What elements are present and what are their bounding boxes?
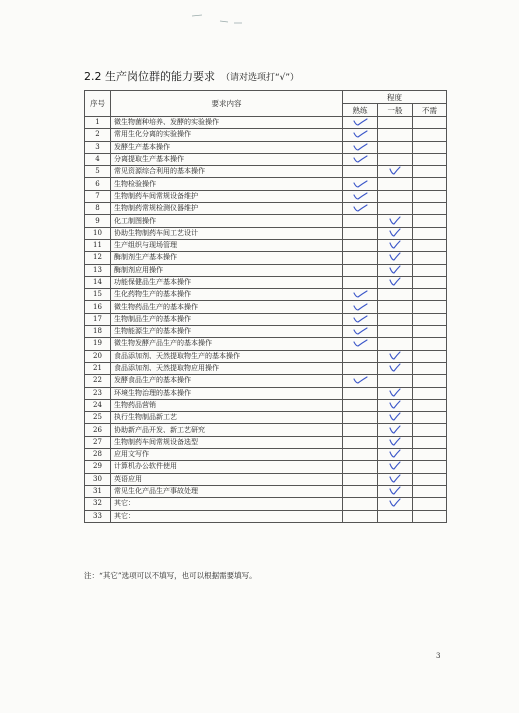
checkmark-icon xyxy=(352,203,368,212)
checkmark-icon xyxy=(352,142,368,151)
check-cell[interactable] xyxy=(413,461,447,473)
check-cell[interactable] xyxy=(343,239,378,251)
check-cell[interactable] xyxy=(378,473,413,485)
scan-smudge xyxy=(190,12,250,26)
table-row xyxy=(85,350,447,362)
check-cell[interactable] xyxy=(343,301,378,313)
check-cell[interactable] xyxy=(343,350,378,362)
row-number: 33 xyxy=(85,510,111,522)
row-content: 常见资源综合利用的基本操作 xyxy=(111,166,343,178)
check-cell[interactable] xyxy=(413,215,447,227)
check-cell[interactable] xyxy=(378,436,413,448)
footnote: 注：“其它”选项可以不填写，也可以根据需要填写。 xyxy=(84,571,257,580)
table-row xyxy=(85,252,447,264)
page-title xyxy=(84,68,299,84)
checkmark-icon xyxy=(352,191,368,200)
table-row xyxy=(85,424,447,436)
row-number: 3 xyxy=(85,141,111,153)
check-cell[interactable] xyxy=(378,252,413,264)
row-content: 化工制图操作 xyxy=(111,215,343,227)
table-row xyxy=(85,412,447,424)
check-cell[interactable] xyxy=(343,436,378,448)
header-level-proficient: 熟练 xyxy=(343,104,378,117)
row-content: 生物制药常规检测仪器维护 xyxy=(111,203,343,215)
table-row xyxy=(85,153,447,165)
check-cell[interactable] xyxy=(413,129,447,141)
checkmark-icon xyxy=(387,498,403,507)
check-cell[interactable] xyxy=(378,485,413,497)
table-body xyxy=(85,117,447,523)
header-level-unneeded: 不需 xyxy=(413,104,447,117)
row-content: 执行生物制品新工艺 xyxy=(111,412,343,424)
check-cell[interactable] xyxy=(413,338,447,350)
check-cell[interactable] xyxy=(413,326,447,338)
checkmark-icon xyxy=(387,400,403,409)
checkmark-icon xyxy=(387,166,403,175)
check-cell[interactable] xyxy=(378,239,413,251)
check-cell[interactable] xyxy=(343,424,378,436)
table-row xyxy=(85,203,447,215)
checkmark-icon xyxy=(352,338,368,347)
checkmark-icon xyxy=(387,449,403,458)
row-content: 生物制药车间常规设备选型 xyxy=(111,436,343,448)
row-number: 23 xyxy=(85,387,111,399)
checkmark-icon xyxy=(387,252,403,261)
check-cell[interactable] xyxy=(413,350,447,362)
check-cell[interactable] xyxy=(343,485,378,497)
check-cell[interactable] xyxy=(413,141,447,153)
table-row xyxy=(85,301,447,313)
check-cell[interactable] xyxy=(378,215,413,227)
row-content: 生产组织与现场管理 xyxy=(111,239,343,251)
checkmark-icon xyxy=(352,117,368,126)
table-row xyxy=(85,338,447,350)
table-row xyxy=(85,399,447,411)
check-cell[interactable] xyxy=(343,387,378,399)
check-cell[interactable] xyxy=(413,264,447,276)
check-cell[interactable] xyxy=(413,239,447,251)
check-cell[interactable] xyxy=(378,301,413,313)
check-cell[interactable] xyxy=(343,276,378,288)
row-number: 31 xyxy=(85,485,111,497)
check-cell[interactable] xyxy=(343,166,378,178)
checkmark-icon xyxy=(387,265,403,274)
row-number: 21 xyxy=(85,362,111,374)
checkmark-icon xyxy=(387,486,403,495)
table-row xyxy=(85,362,447,374)
check-cell[interactable] xyxy=(413,436,447,448)
row-content: 计算机办公软件使用 xyxy=(111,461,343,473)
table-row xyxy=(85,190,447,202)
checkmark-icon xyxy=(387,277,403,286)
checkmark-icon xyxy=(352,375,368,384)
check-cell[interactable] xyxy=(378,510,413,522)
check-cell[interactable] xyxy=(378,276,413,288)
check-cell[interactable] xyxy=(378,117,413,129)
row-number: 30 xyxy=(85,473,111,485)
check-cell[interactable] xyxy=(413,485,447,497)
row-content: 食品添加剂、天然提取物生产的基本操作 xyxy=(111,350,343,362)
row-content: 协助新产品开发、新工艺研究 xyxy=(111,424,343,436)
check-cell[interactable] xyxy=(378,326,413,338)
checkmark-icon xyxy=(387,425,403,434)
check-cell[interactable] xyxy=(378,203,413,215)
table-row xyxy=(85,449,447,461)
check-cell[interactable] xyxy=(413,362,447,374)
check-cell[interactable] xyxy=(343,461,378,473)
check-cell[interactable] xyxy=(378,350,413,362)
check-cell[interactable] xyxy=(343,203,378,215)
row-content: 微生物发酵产品生产的基本操作 xyxy=(111,338,343,350)
check-cell[interactable] xyxy=(343,215,378,227)
table-row xyxy=(85,326,447,338)
check-cell[interactable] xyxy=(413,387,447,399)
check-cell[interactable] xyxy=(378,178,413,190)
check-cell[interactable] xyxy=(343,178,378,190)
checkmark-icon xyxy=(352,154,368,163)
check-cell[interactable] xyxy=(413,313,447,325)
checkmark-icon xyxy=(387,474,403,483)
check-cell[interactable] xyxy=(378,449,413,461)
row-content: 微生物药品生产的基本操作 xyxy=(111,301,343,313)
section-title: 2.2 生产岗位群的能力要求 xyxy=(84,70,215,83)
table-row xyxy=(85,473,447,485)
check-cell[interactable] xyxy=(343,362,378,374)
check-cell[interactable] xyxy=(413,203,447,215)
check-cell[interactable] xyxy=(378,313,413,325)
checkmark-icon xyxy=(387,437,403,446)
check-cell[interactable] xyxy=(343,375,378,387)
check-cell[interactable] xyxy=(413,153,447,165)
check-cell[interactable] xyxy=(343,129,378,141)
row-number: 15 xyxy=(85,289,111,301)
check-cell[interactable] xyxy=(343,313,378,325)
check-cell[interactable] xyxy=(378,190,413,202)
checkmark-icon xyxy=(387,240,403,249)
row-number: 18 xyxy=(85,326,111,338)
check-cell[interactable] xyxy=(343,141,378,153)
check-cell[interactable] xyxy=(378,166,413,178)
row-content: 生物检验操作 xyxy=(111,178,343,190)
table-row xyxy=(85,264,447,276)
check-cell[interactable] xyxy=(413,289,447,301)
table-row xyxy=(85,227,447,239)
row-content: 生物药品营销 xyxy=(111,399,343,411)
check-cell[interactable] xyxy=(378,289,413,301)
check-cell[interactable] xyxy=(343,510,378,522)
check-cell[interactable] xyxy=(343,473,378,485)
check-cell[interactable] xyxy=(378,387,413,399)
row-content: 食品添加剂、天然提取物应用操作 xyxy=(111,362,343,374)
table-row xyxy=(85,239,447,251)
table-row xyxy=(85,485,447,497)
table-row xyxy=(85,129,447,141)
row-number: 25 xyxy=(85,412,111,424)
row-content: 生物制药车间常规设备维护 xyxy=(111,190,343,202)
check-cell[interactable] xyxy=(413,412,447,424)
row-number: 4 xyxy=(85,153,111,165)
row-number: 14 xyxy=(85,276,111,288)
checkmark-icon xyxy=(387,363,403,372)
check-cell[interactable] xyxy=(343,153,378,165)
check-cell[interactable] xyxy=(378,129,413,141)
check-cell[interactable] xyxy=(413,227,447,239)
check-cell[interactable] xyxy=(413,498,447,510)
row-number: 1 xyxy=(85,117,111,129)
check-cell[interactable] xyxy=(343,190,378,202)
header-content: 要求内容 xyxy=(111,91,343,117)
check-cell[interactable] xyxy=(378,362,413,374)
checkmark-icon xyxy=(387,216,403,225)
row-number: 32 xyxy=(85,498,111,510)
check-cell[interactable] xyxy=(413,252,447,264)
check-cell[interactable] xyxy=(343,399,378,411)
table-row xyxy=(85,436,447,448)
row-number: 2 xyxy=(85,129,111,141)
checkmark-icon xyxy=(352,179,368,188)
title-instruction: （请对选项打“√”） xyxy=(221,73,300,83)
row-content: 常见生化产品生产事故处理 xyxy=(111,485,343,497)
check-cell[interactable] xyxy=(413,449,447,461)
checkmark-icon xyxy=(387,388,403,397)
row-number: 27 xyxy=(85,436,111,448)
row-content: 发酵食品生产的基本操作 xyxy=(111,375,343,387)
checkmark-icon xyxy=(387,461,403,470)
check-cell[interactable] xyxy=(343,498,378,510)
check-cell[interactable] xyxy=(413,510,447,522)
checkmark-icon xyxy=(387,351,403,360)
row-number: 20 xyxy=(85,350,111,362)
check-cell[interactable] xyxy=(378,264,413,276)
check-cell[interactable] xyxy=(378,461,413,473)
check-cell[interactable] xyxy=(413,190,447,202)
check-cell[interactable] xyxy=(413,375,447,387)
checkmark-icon xyxy=(387,412,403,421)
row-number: 13 xyxy=(85,264,111,276)
table-row xyxy=(85,141,447,153)
table-row xyxy=(85,215,447,227)
row-number: 26 xyxy=(85,424,111,436)
table-row xyxy=(85,498,447,510)
check-cell[interactable] xyxy=(343,412,378,424)
row-number: 9 xyxy=(85,215,111,227)
table-row xyxy=(85,387,447,399)
check-cell[interactable] xyxy=(413,166,447,178)
check-cell[interactable] xyxy=(378,153,413,165)
check-cell[interactable] xyxy=(378,399,413,411)
check-cell[interactable] xyxy=(378,412,413,424)
header-degree: 程度 xyxy=(343,91,447,104)
check-cell[interactable] xyxy=(343,338,378,350)
table-row xyxy=(85,313,447,325)
check-cell[interactable] xyxy=(413,399,447,411)
row-number: 10 xyxy=(85,227,111,239)
row-content: 生化药物生产的基本操作 xyxy=(111,289,343,301)
check-cell[interactable] xyxy=(343,326,378,338)
row-content: 功能保健品生产基本操作 xyxy=(111,276,343,288)
check-cell[interactable] xyxy=(343,264,378,276)
row-content: 环境生物治理的基本操作 xyxy=(111,387,343,399)
check-cell[interactable] xyxy=(343,252,378,264)
check-cell[interactable] xyxy=(413,473,447,485)
row-content: 其它： xyxy=(111,510,343,522)
header-number: 序号 xyxy=(85,91,111,117)
check-cell[interactable] xyxy=(343,289,378,301)
row-number: 5 xyxy=(85,166,111,178)
table-row xyxy=(85,510,447,522)
table-row xyxy=(85,289,447,301)
table-row xyxy=(85,375,447,387)
table-row xyxy=(85,166,447,178)
row-content: 发酵生产基本操作 xyxy=(111,141,343,153)
row-number: 22 xyxy=(85,375,111,387)
check-cell[interactable] xyxy=(378,424,413,436)
row-number: 29 xyxy=(85,461,111,473)
row-number: 6 xyxy=(85,178,111,190)
row-number: 7 xyxy=(85,190,111,202)
checkmark-icon xyxy=(352,326,368,335)
checkmark-icon xyxy=(387,228,403,237)
check-cell[interactable] xyxy=(378,227,413,239)
header-level-general: 一般 xyxy=(378,104,413,117)
table-row xyxy=(85,117,447,129)
page-number: 3 xyxy=(436,652,441,660)
checkmark-icon xyxy=(352,289,368,298)
check-cell[interactable] xyxy=(378,141,413,153)
row-content: 协助生物制药车间工艺设计 xyxy=(111,227,343,239)
row-number: 8 xyxy=(85,203,111,215)
row-number: 16 xyxy=(85,301,111,313)
table-row xyxy=(85,461,447,473)
row-number: 28 xyxy=(85,449,111,461)
row-number: 12 xyxy=(85,252,111,264)
row-content: 应用文写作 xyxy=(111,449,343,461)
row-number: 24 xyxy=(85,399,111,411)
check-cell[interactable] xyxy=(378,498,413,510)
check-cell[interactable] xyxy=(343,227,378,239)
row-number: 17 xyxy=(85,313,111,325)
check-cell[interactable] xyxy=(343,117,378,129)
row-content: 微生物菌种培养、发酵的实验操作 xyxy=(111,117,343,129)
row-content: 常用生化分离的实验操作 xyxy=(111,129,343,141)
row-content: 英语应用 xyxy=(111,473,343,485)
row-content: 生物制品生产的基本操作 xyxy=(111,313,343,325)
row-content: 酶制剂应用操作 xyxy=(111,264,343,276)
row-number: 19 xyxy=(85,338,111,350)
table-row xyxy=(85,276,447,288)
row-content: 酶制剂生产基本操作 xyxy=(111,252,343,264)
row-content: 其它： xyxy=(111,498,343,510)
check-cell[interactable] xyxy=(413,301,447,313)
check-cell[interactable] xyxy=(413,178,447,190)
check-cell[interactable] xyxy=(378,338,413,350)
check-cell[interactable] xyxy=(343,449,378,461)
row-number: 11 xyxy=(85,239,111,251)
row-content: 分离提取生产基本操作 xyxy=(111,153,343,165)
checkmark-icon xyxy=(352,314,368,323)
table-row xyxy=(85,178,447,190)
check-cell[interactable] xyxy=(413,117,447,129)
row-content: 生物能源生产的基本操作 xyxy=(111,326,343,338)
check-cell[interactable] xyxy=(413,276,447,288)
checkmark-icon xyxy=(352,129,368,138)
checkmark-icon xyxy=(352,302,368,311)
competency-table xyxy=(84,90,447,523)
check-cell[interactable] xyxy=(378,375,413,387)
check-cell[interactable] xyxy=(413,424,447,436)
